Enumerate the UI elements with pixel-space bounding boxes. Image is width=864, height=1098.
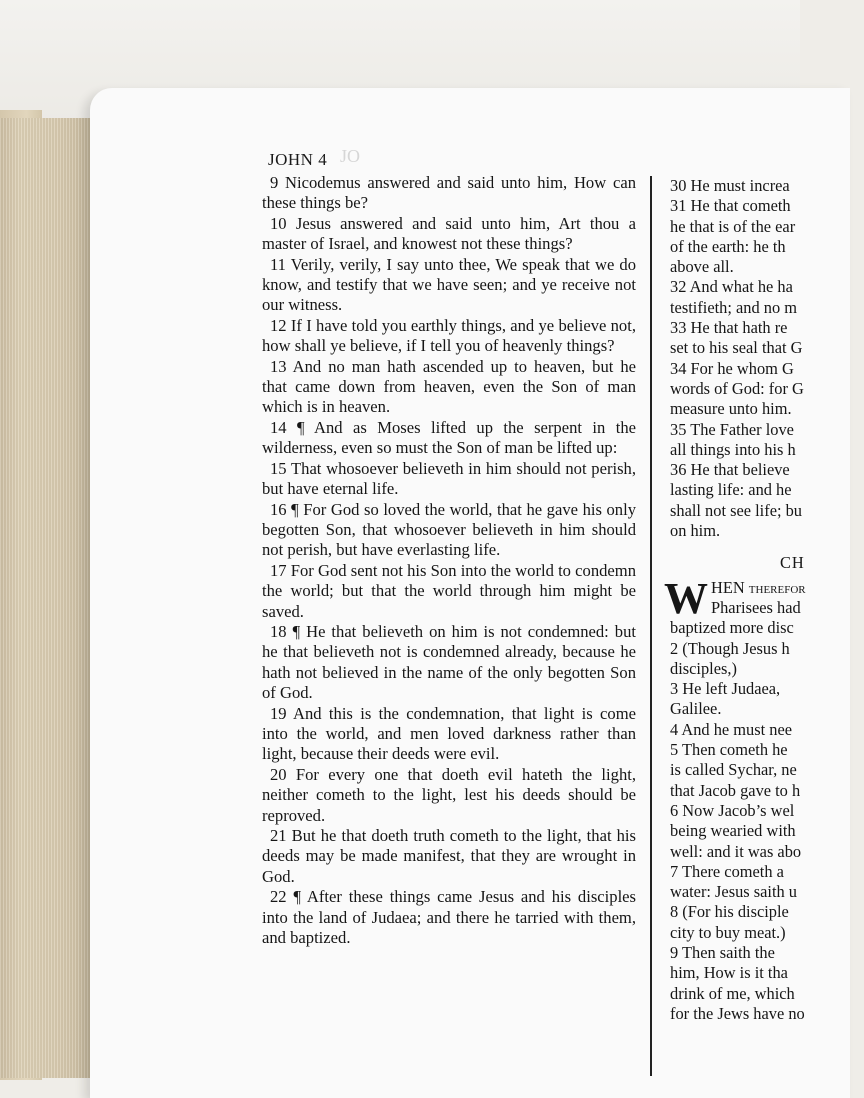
- verse-line: 7 There cometh a: [670, 861, 784, 881]
- chapter-3-end-verses: [664, 176, 864, 541]
- column-divider: [650, 176, 652, 1076]
- verse-line: water: Jesus saith u: [670, 882, 798, 902]
- opening-line-2: Pharisees had: [711, 597, 801, 617]
- verse-line: he that is of the ear: [670, 216, 796, 236]
- verse-line: set to his seal that G: [670, 338, 803, 358]
- verse-paragraph: 12 If I have told you earthly things, and ye believe not, how shall ye believe, if I tell you of heavenly things?: [262, 315, 636, 356]
- verse-line: 6 Now Jacob’s wel: [670, 800, 795, 820]
- verse-line: words of God: for G: [670, 378, 804, 398]
- verse-line: 31 He that cometh: [670, 196, 791, 216]
- verse-line: him, How is it tha: [670, 963, 788, 983]
- chapter-4-verses: [664, 618, 864, 1024]
- verse-line: that Jacob gave to h: [670, 780, 801, 800]
- verse-line: testifieth; and no m: [670, 297, 798, 317]
- chapter-heading: CH: [780, 553, 805, 573]
- verse-line: of the earth: he th: [670, 236, 786, 256]
- verse-paragraph: 9 Nicodemus answered and said unto him, How can these things be?: [262, 173, 636, 213]
- verse-line: 8 (For his disciple: [670, 902, 789, 922]
- verse-paragraph: 20 For every one that doeth evil hateth the light, neither cometh to the light, lest his deeds should be reproved.: [262, 764, 636, 825]
- verse-paragraph: 14 ¶ And as Moses lifted up the serpent in the wilderness, even so must the Son of man be lifted up:: [262, 417, 636, 458]
- verse-line: baptized more disc: [670, 618, 794, 638]
- verse-line: lasting life: and he: [670, 480, 792, 500]
- verse-line: 32 And what he ha: [670, 277, 793, 297]
- verse-line: Galilee.: [670, 699, 722, 719]
- verse-line: 2 (Though Jesus h: [670, 638, 790, 658]
- verse-line: 9 Then saith the: [670, 942, 775, 962]
- verse-line: being wearied with: [670, 821, 796, 841]
- gilded-page-edges: [0, 118, 95, 1078]
- verse-line: on him.: [670, 521, 721, 541]
- verse-paragraph: 18 ¶ He that believeth on him is not condemned: but he that believeth not is condemned already, because he hath not believed in the name of the only begotten Son of God.: [262, 621, 636, 703]
- opening-text: HEN therefor: [711, 577, 806, 597]
- verse-line: 36 He that believe: [670, 460, 790, 480]
- verse-line: 30 He must increa: [670, 176, 790, 195]
- verse-line: all things into his h: [670, 439, 796, 459]
- verse-line: above all.: [670, 257, 734, 277]
- verse-line: disciples,): [670, 658, 737, 678]
- verse-line: measure unto him.: [670, 399, 792, 419]
- verse-paragraph: 17 For God sent not his Son into the world to condemn the world; but that the world through him might be saved.: [262, 560, 636, 621]
- drop-cap: W: [664, 573, 708, 623]
- verse-line: 35 The Father love: [670, 419, 794, 439]
- left-text-column: [262, 173, 636, 948]
- verse-paragraph: 16 ¶ For God so loved the world, that he gave his only begotten Son, that whosoever believeth in him should not perish, but have everlasting life.: [262, 499, 636, 560]
- show-through-heading: JO: [340, 146, 361, 166]
- verse-paragraph: 22 ¶ After these things came Jesus and his disciples into the land of Judaea; and there he tarried with them, and baptized.: [262, 887, 636, 948]
- verse-line: 3 He left Judaea,: [670, 679, 781, 699]
- verse-line: well: and it was abo: [670, 841, 802, 861]
- verse-paragraph: 10 Jesus answered and said unto him, Art thou a master of Israel, and knowest not these things?: [262, 213, 636, 254]
- verse-line: 4 And he must nee: [670, 719, 793, 739]
- verse-paragraph: 11 Verily, verily, I say unto thee, We speak that we do know, and testify that we have seen; and ye receive not our witness.: [262, 254, 636, 315]
- verse-paragraph: 13 And no man hath ascended up to heaven, but he that came down from heaven, even the Son of man which is in heaven.: [262, 356, 636, 417]
- verse-line: 33 He that hath re: [670, 318, 788, 338]
- verse-paragraph: 15 That whosoever believeth in him should not perish, but have eternal life.: [262, 458, 636, 499]
- verse-line: 34 For he whom G: [670, 358, 794, 378]
- verse-line: city to buy meat.): [670, 922, 786, 942]
- verse-line: 5 Then cometh he: [670, 740, 788, 760]
- verse-line: shall not see life; bu: [670, 500, 803, 520]
- running-head: JOHN 4: [268, 150, 328, 169]
- verse-line: for the Jews have no: [670, 1003, 805, 1023]
- verse-paragraph: 21 But he that doeth truth cometh to the light, that his deeds may be made manifest, that they are wrought in God.: [262, 826, 636, 886]
- verse-line: is called Sychar, ne: [670, 760, 797, 780]
- verse-paragraph: 19 And this is the condemnation, that light is come into the world, and men loved darkness rather than light, because their deeds were evil.: [262, 703, 636, 764]
- verse-line: drink of me, which: [670, 983, 795, 1003]
- right-text-column: [664, 176, 864, 1024]
